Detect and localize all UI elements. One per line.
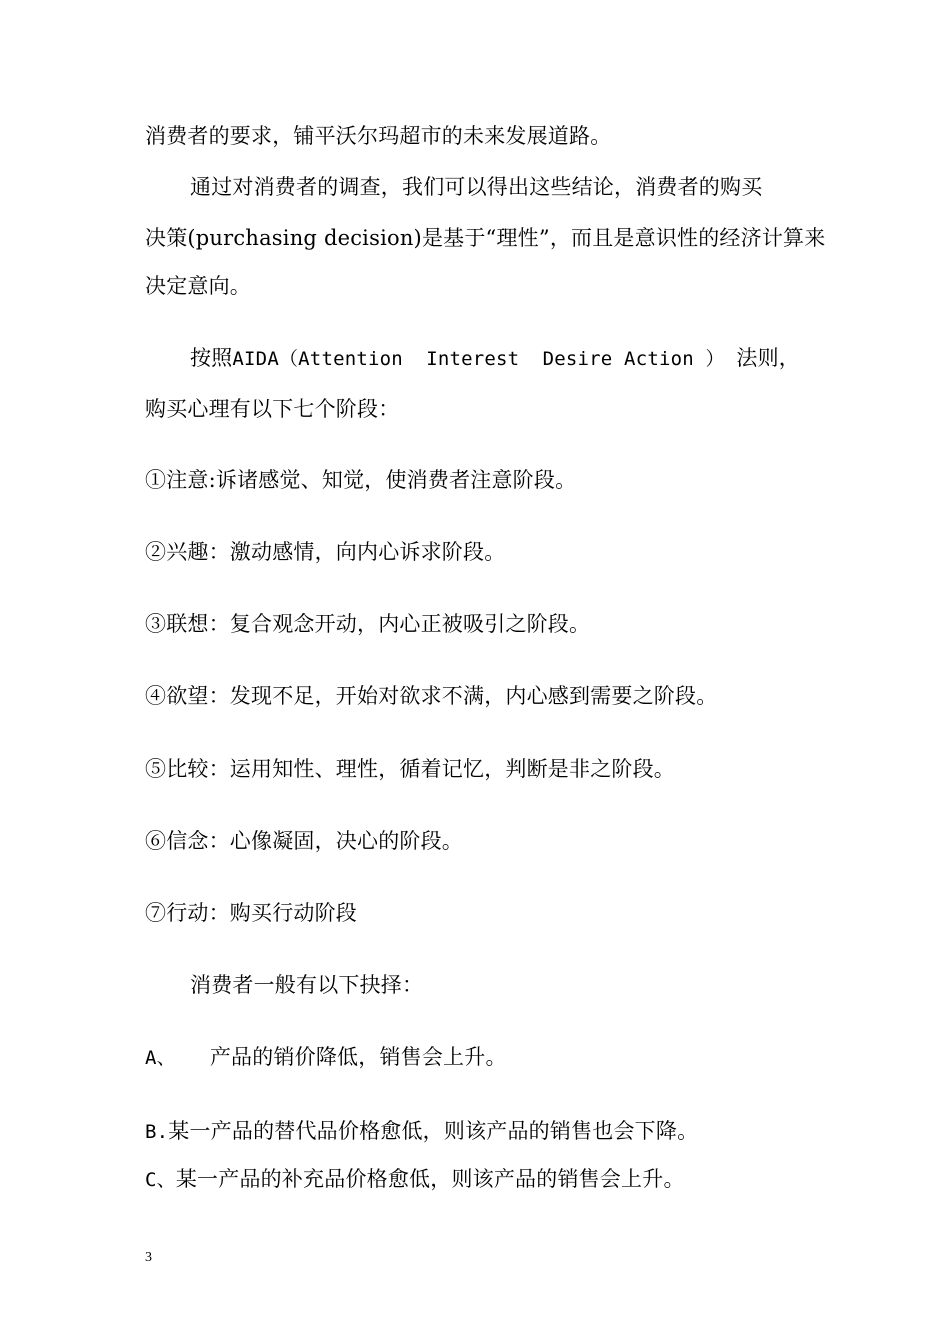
choice-item-b [145, 1117, 698, 1146]
choice-text: 产品的销价降低，销售会上升。 [209, 1045, 507, 1069]
stage-item: ⑥信念：心像凝固，决心的阶段。 [145, 829, 463, 853]
stage-item: ⑤比较：运用知性、理性，循着记忆，判断是非之阶段。 [145, 757, 675, 781]
paragraph-line: 通过对消费者的调查，我们可以得出这些结论，消费者的购买 [190, 175, 763, 199]
stage-item: ④欲望：发现不足，开始对欲求不满，内心感到需要之阶段。 [145, 684, 718, 708]
aida-line [190, 344, 800, 373]
stage-item: ②兴趣：激动感情，向内心诉求阶段。 [145, 540, 506, 564]
aida-terms: AIDA（Attention Interest Desire Action ） [232, 348, 737, 370]
choice-item-c [145, 1165, 685, 1194]
paragraph-line: 决策(purchasing decision)是基于“理性”，而且是意识性的经济计算来 [145, 226, 826, 250]
stage-item: ⑦行动：购买行动阶段 [145, 901, 357, 925]
choice-prefix: B. [145, 1121, 169, 1143]
choices-intro: 消费者一般有以下抉择： [190, 973, 424, 997]
aida-suffix: 法则， [736, 346, 800, 370]
stage-item: ①注意:诉诸感觉、知觉，使消费者注意阶段。 [145, 468, 577, 492]
choice-text: 某一产品的替代品价格愈低，则该产品的销售也会下降。 [168, 1119, 699, 1143]
page-number: 3 [145, 1250, 152, 1265]
choice-prefix: A、 [145, 1047, 176, 1069]
choice-prefix: C、 [145, 1169, 176, 1191]
paragraph-line: 决定意向。 [145, 274, 251, 298]
choice-item-a [145, 1043, 507, 1072]
choice-text: 某一产品的补充品价格愈低，则该产品的销售会上升。 [175, 1167, 685, 1191]
paragraph-line: 消费者的要求，铺平沃尔玛超市的未来发展道路。 [145, 124, 612, 148]
aida-prefix: 按照 [190, 346, 233, 370]
paragraph-line: 购买心理有以下七个阶段： [145, 397, 400, 421]
stage-item: ③联想：复合观念开动，内心正被吸引之阶段。 [145, 612, 591, 636]
